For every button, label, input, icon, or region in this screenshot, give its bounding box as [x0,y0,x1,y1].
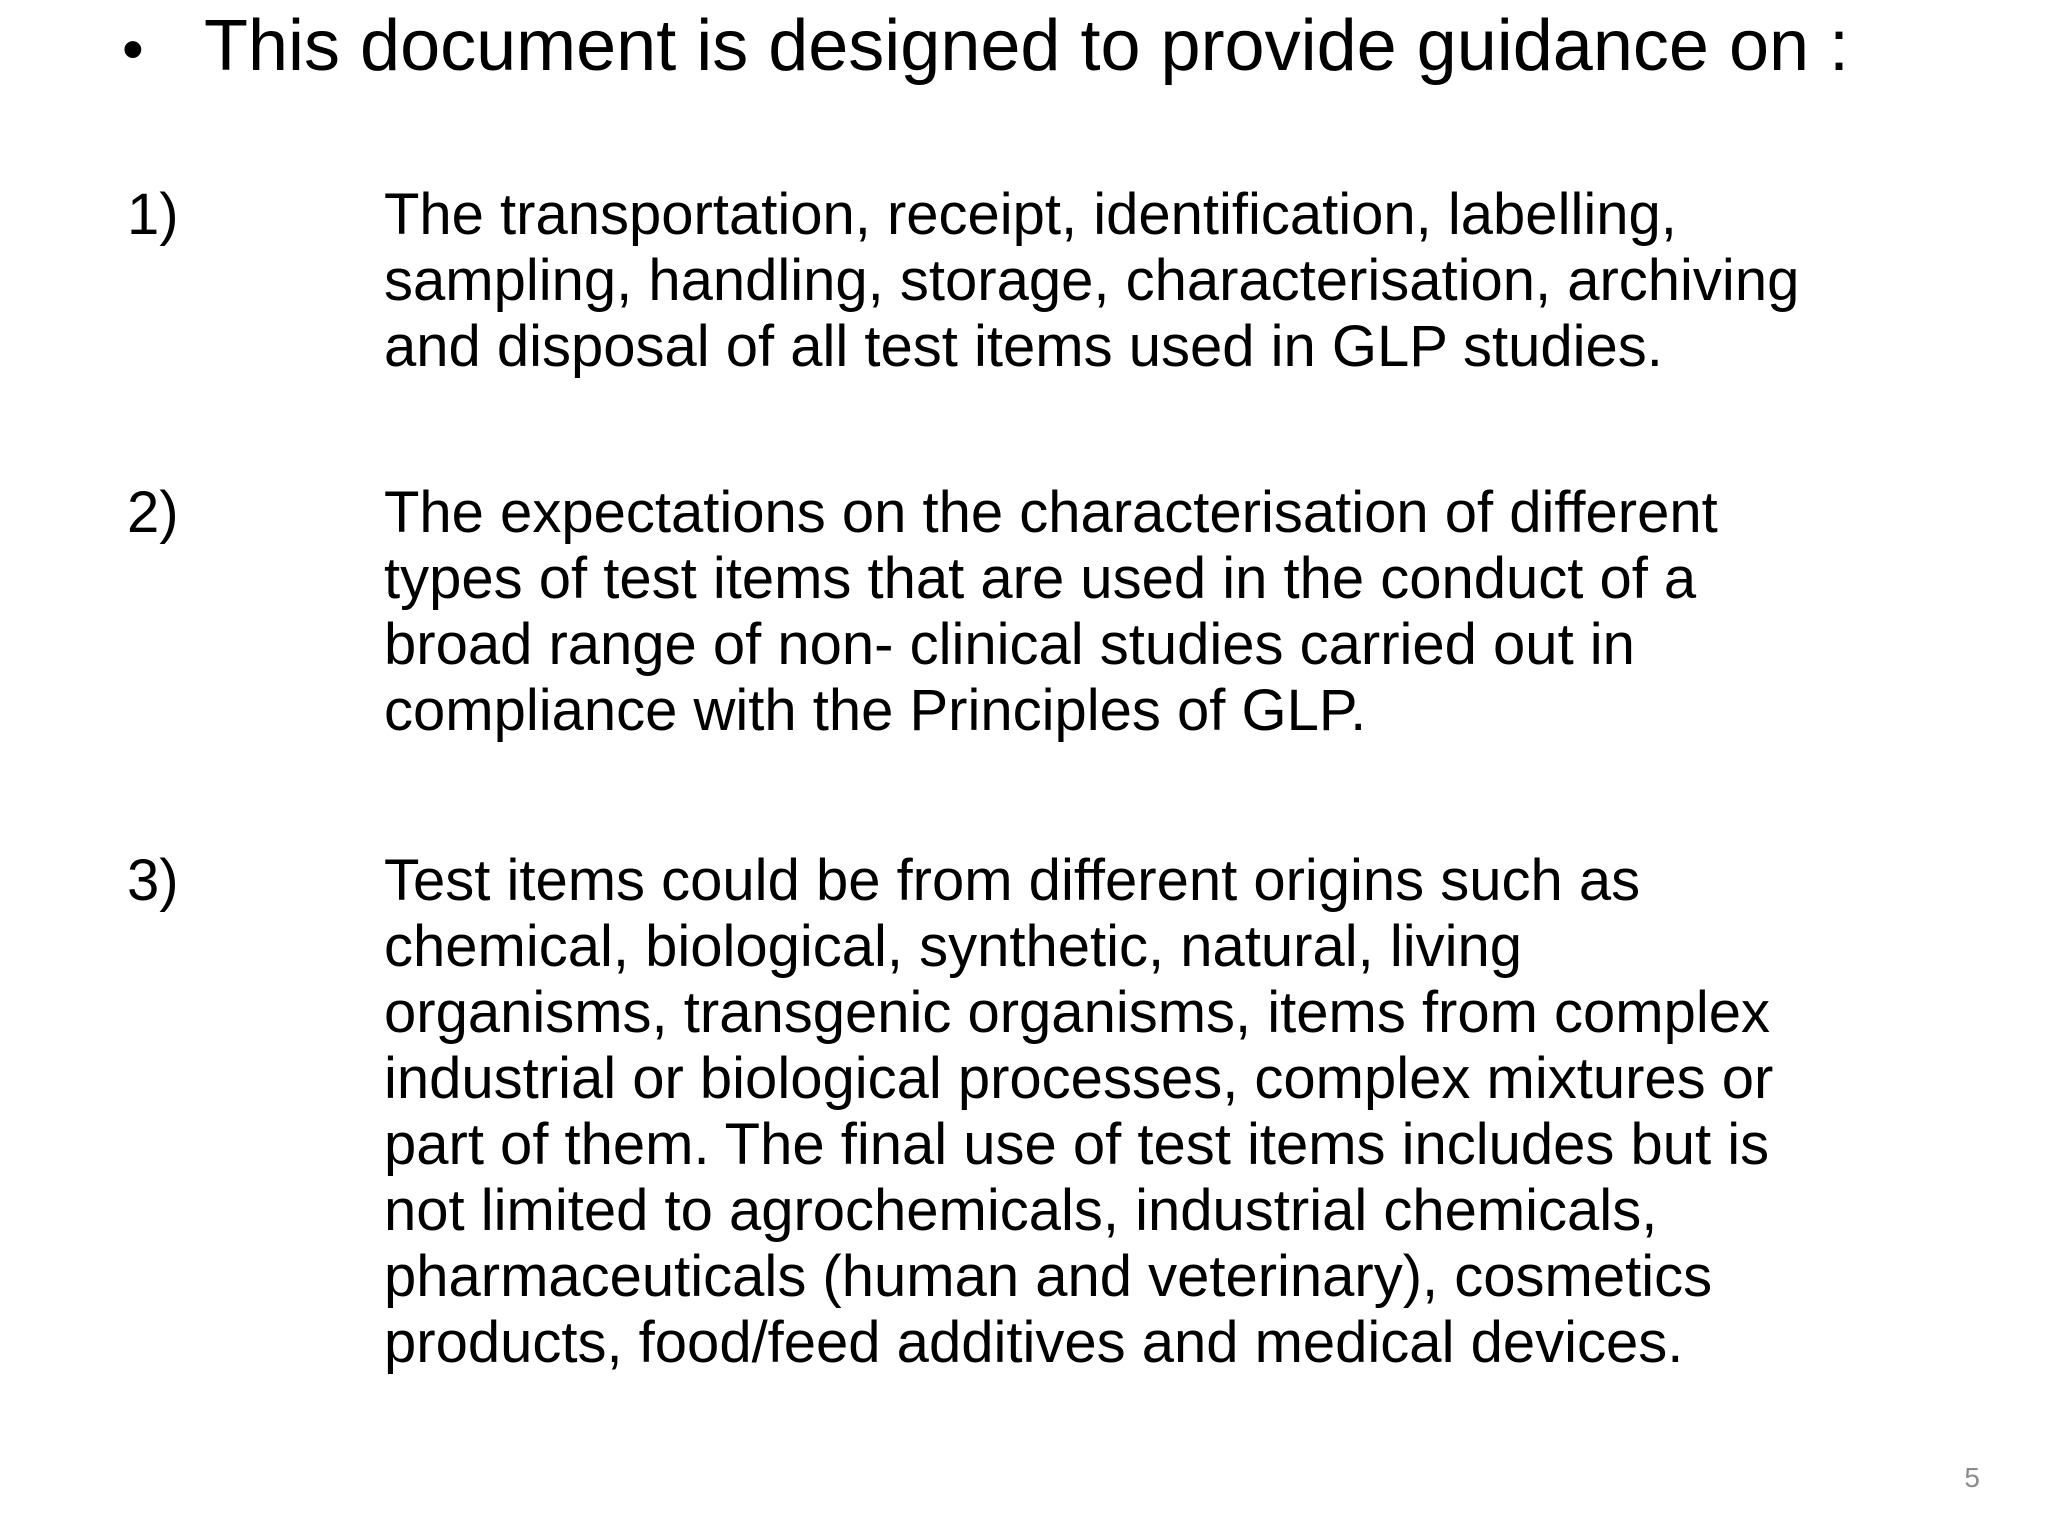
text-line: compliance with the Principles of GLP. [384,678,1367,743]
item-number: 3) [127,848,179,913]
intro-text: This document is designed to provide guidance on : [204,6,1850,86]
text-line: types of test items that are used in the conduct of a [384,546,1697,611]
text-line: chemical, biological, synthetic, natural, living [384,914,1522,979]
item-number: 1) [127,182,179,247]
text-line: broad range of non- clinical studies carried out in [384,612,1635,677]
item-number: 2) [127,480,179,545]
text-line: sampling, handling, storage, characterisation, archiving [384,248,1800,313]
text-line: not limited to agrochemicals, industrial chemicals, [384,1178,1658,1243]
intro-bullet [122,4,1849,92]
text-line: The expectations on the characterisation of different [384,480,1718,545]
item-text [384,480,2024,744]
text-line: pharmaceuticals (human and veterinary), cosmetics [384,1244,1713,1309]
page-number: 5 [1964,1462,1980,1493]
text-line: Test items could be from different origins such as [384,848,1641,913]
text-line: organisms, transgenic organisms, items from complex [384,980,1771,1045]
text-line: part of them. The final use of test items includes but is [384,1112,1770,1177]
text-line: The transportation, receipt, identification, labelling, [384,182,1677,247]
text-line: and disposal of all test items used in GLP studies. [384,314,1663,379]
bullet-icon: • [122,15,144,84]
item-text [384,848,2024,1376]
item-text [384,182,2024,380]
text-line: products, food/feed additives and medical devices. [384,1310,1684,1375]
text-line: industrial or biological processes, complex mixtures or [384,1046,1774,1111]
